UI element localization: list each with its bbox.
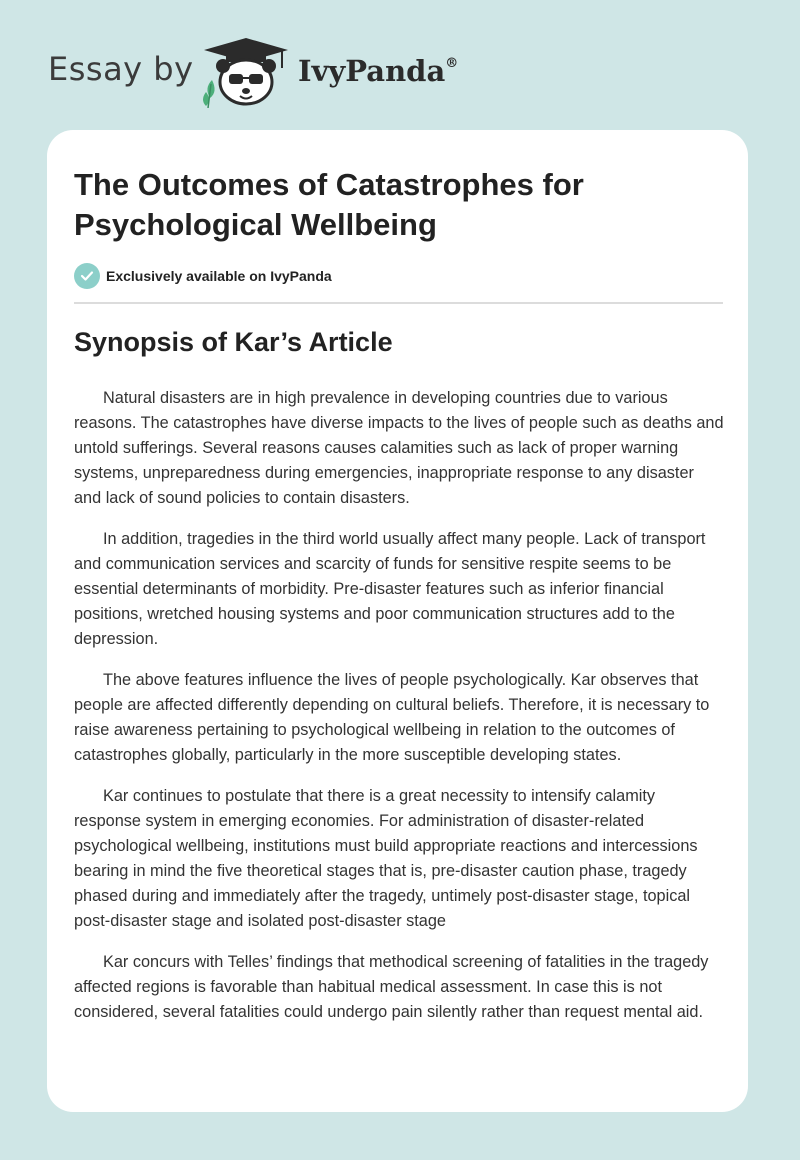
exclusive-badge bbox=[74, 263, 332, 289]
paragraph: Natural disasters are in high prevalence in developing countries due to various reasons. The catastrophes have diverse impacts to the lives of people such as deaths and untold sufferings. Several reasons causes calamities such as lack of proper warning systems, unpreparedness during emergencies, inappropriate response to any disaster and lack of sound policies to contain disasters. bbox=[74, 389, 724, 507]
brand-name[interactable]: IvyPanda® bbox=[298, 54, 459, 88]
registered-mark: ® bbox=[445, 56, 459, 71]
essay-by-label: Essay by bbox=[48, 50, 194, 88]
paragraph: In addition, tragedies in the third world usually affect many people. Lack of transport and communication services and scarcity of funds for sensitive respite seems to be essential determinants of morbidity. Pre-disaster features such as inferior financial positions, wretched housing systems and poor communication structures add to the depression. bbox=[74, 530, 706, 648]
divider bbox=[74, 302, 723, 304]
check-circle-icon bbox=[74, 263, 100, 289]
section-title: Synopsis of Kar’s Article bbox=[74, 327, 393, 357]
panda-graduate-icon bbox=[198, 36, 294, 108]
paragraph: Kar concurs with Telles’ findings that methodical screening of fatalities in the tragedy affected regions is favorable than habitual medical assessment. In case this is not considered, several fatalities could undergo pain silently rather than request mental aid. bbox=[74, 953, 709, 1021]
site-header bbox=[0, 0, 800, 130]
exclusive-label: Exclusively available on IvyPanda bbox=[106, 268, 332, 284]
essay-card bbox=[47, 130, 748, 1112]
essay-body bbox=[74, 386, 724, 1041]
paragraph: Kar continues to postulate that there is a great necessity to intensify calamity response system in emerging economies. For administration of disaster-related psychological wellbeing, institutions must build appropriate reactions and intercessions bearing in mind the five theoretical stages that is, pre-disaster caution phase, tragedy phased during and immediately after the tragedy, untimely post-disaster stage, topical post-disaster stage and isolated post-disaster stage bbox=[74, 787, 698, 930]
essay-title: The Outcomes of Catastrophes for Psychological Wellbeing bbox=[74, 167, 584, 242]
paragraph: The above features influence the lives of people psychologically. Kar observes that people are affected differently depending on cultural beliefs. Therefore, it is necessary to raise awareness pertaining to psychological wellbeing in relation to the outcomes of catastrophes globally, particularly in the more susceptible developing states. bbox=[74, 671, 710, 764]
